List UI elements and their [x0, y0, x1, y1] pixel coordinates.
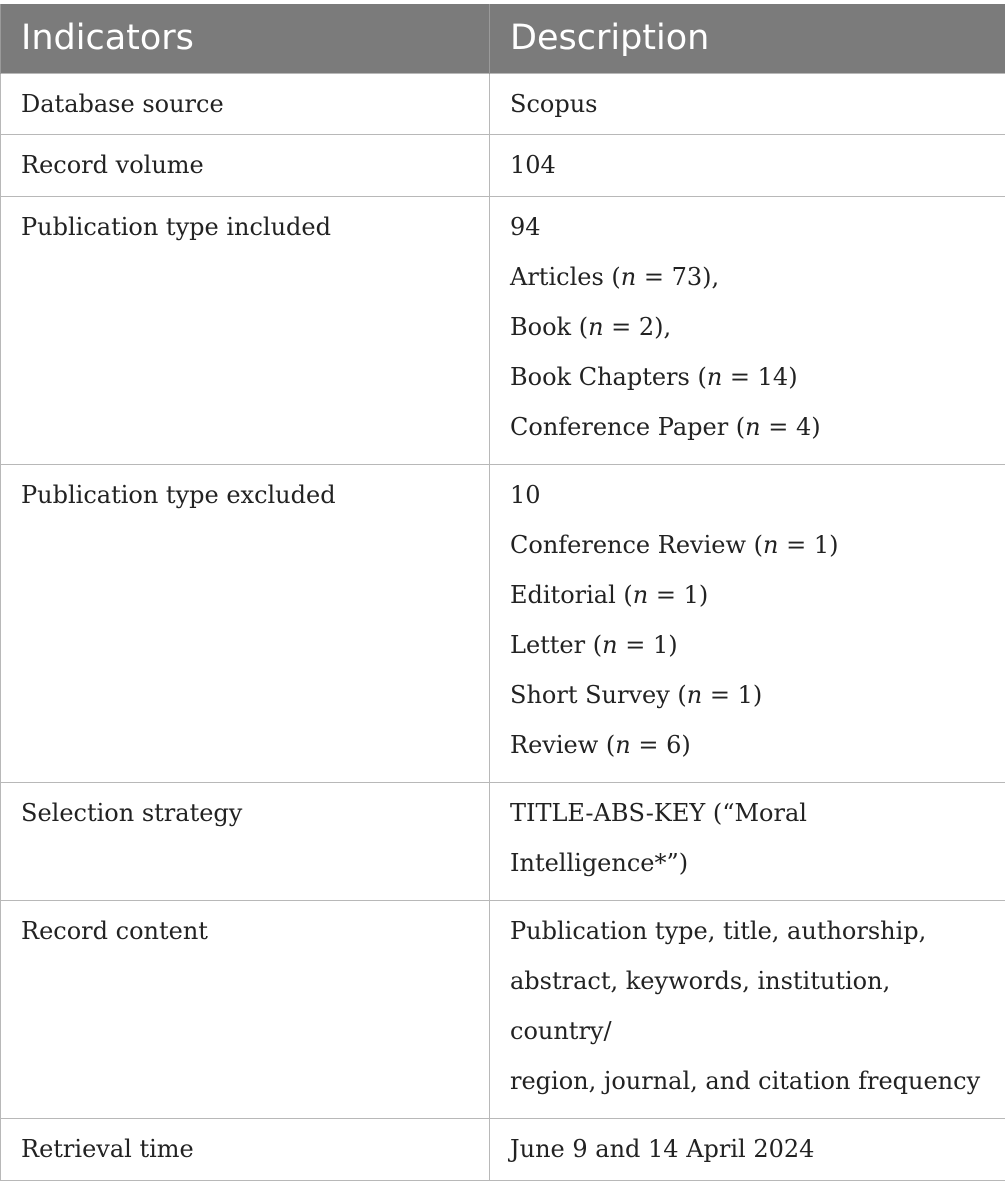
indicator-label: Retrieval time: [1, 1118, 490, 1180]
total-count: 10: [510, 470, 995, 520]
header-indicators: Indicators: [1, 4, 490, 73]
description-list: [490, 464, 1005, 782]
table-row: [1, 1118, 1005, 1180]
header-description: Description: [490, 4, 1005, 73]
list-item: Book Chapters (n = 14): [510, 352, 995, 402]
list-item: Conference Review (n = 1): [510, 520, 995, 570]
indicator-label: Database source: [1, 73, 490, 134]
list-item: Editorial (n = 1): [510, 570, 995, 620]
table-row: [1, 73, 1005, 134]
list-item: Letter (n = 1): [510, 620, 995, 670]
indicator-label: Publication type included: [1, 196, 490, 464]
description-value: June 9 and 14 April 2024: [490, 1118, 1005, 1180]
table-row: [1, 196, 1005, 464]
indicator-label: Publication type excluded: [1, 464, 490, 782]
list-item: Articles (n = 73),: [510, 252, 995, 302]
description-value: TITLE-ABS-KEY (“Moral Intelligence*”): [490, 782, 1005, 900]
table-row: [1, 900, 1005, 1118]
description-value: 104: [490, 134, 1005, 196]
indicator-label: Record content: [1, 900, 490, 1118]
description-list: [490, 196, 1005, 464]
table-row: [1, 782, 1005, 900]
header-row: [1, 4, 1005, 73]
indicator-label: Record volume: [1, 134, 490, 196]
list-item: Short Survey (n = 1): [510, 670, 995, 720]
list-item: Conference Paper (n = 4): [510, 402, 995, 452]
description-value: Publication type, title, authorship, abstract, keywords, institution, country/ region, journal, and citation frequency: [490, 900, 1005, 1118]
description-value: Scopus: [490, 73, 1005, 134]
total-count: 94: [510, 202, 995, 252]
table-row: [1, 134, 1005, 196]
indicator-label: Selection strategy: [1, 782, 490, 900]
table-row: [1, 464, 1005, 782]
indicators-table: [0, 4, 1005, 1181]
list-item: Book (n = 2),: [510, 302, 995, 352]
list-item: Review (n = 6): [510, 720, 995, 770]
